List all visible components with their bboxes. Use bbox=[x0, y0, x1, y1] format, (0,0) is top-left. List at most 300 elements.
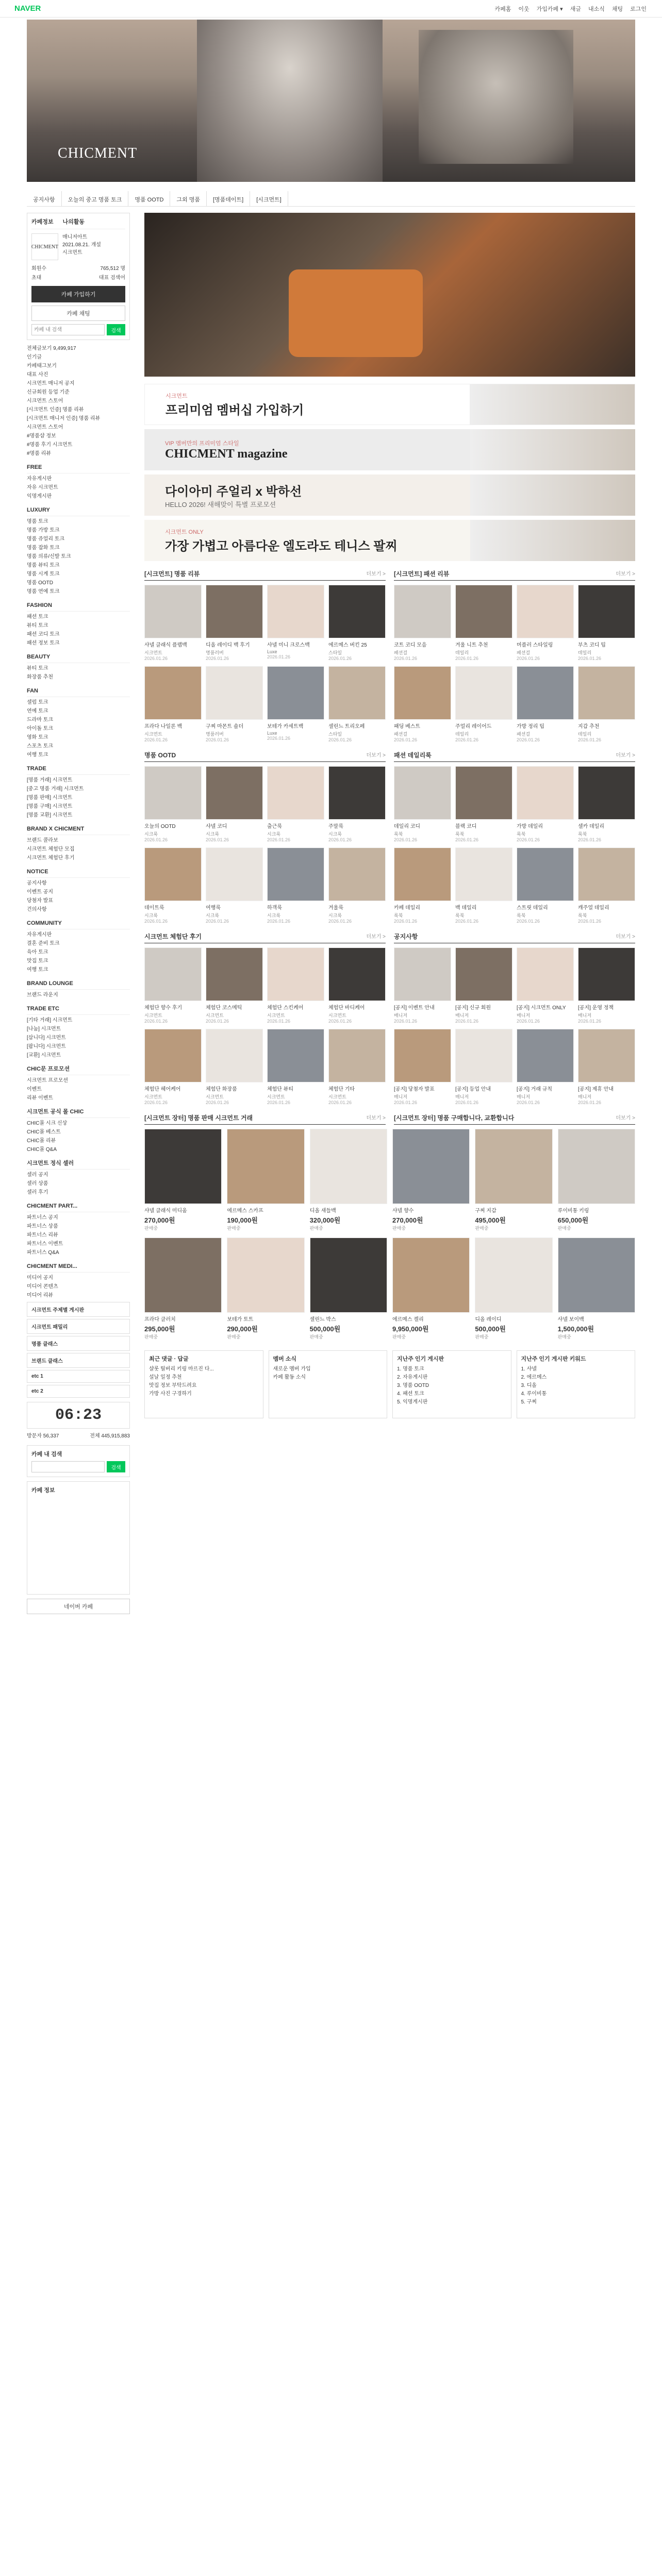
post-card[interactable] bbox=[267, 947, 324, 1024]
post-card[interactable] bbox=[517, 1029, 574, 1105]
post-card[interactable] bbox=[578, 1029, 635, 1105]
post-card[interactable] bbox=[578, 848, 635, 924]
category-item[interactable]: 리뷰 이벤트 bbox=[27, 1095, 54, 1101]
menu-tab[interactable]: [명품데이트] bbox=[207, 191, 250, 206]
post-title[interactable]: 체험단 향수 후기 bbox=[144, 1005, 183, 1011]
product-title[interactable]: 루이비통 키링 bbox=[557, 1208, 589, 1214]
side-menu-button[interactable]: 시크먼트 주제별 게시판 bbox=[27, 1302, 130, 1317]
post-card[interactable] bbox=[394, 766, 451, 842]
post-card[interactable] bbox=[267, 848, 324, 924]
post-card[interactable] bbox=[206, 666, 263, 742]
widget-line[interactable]: 4. 루이비통 bbox=[521, 1391, 547, 1397]
post-title[interactable]: [공지] 제휴 안내 bbox=[578, 1087, 614, 1092]
menu-tab[interactable]: 오늘의 중고 명품 토크 bbox=[62, 191, 129, 206]
widget-line[interactable]: 3. 명품 OOTD bbox=[397, 1383, 429, 1388]
ad-diame[interactable] bbox=[144, 474, 635, 516]
product-title[interactable]: 샤넬 보이백 bbox=[557, 1317, 584, 1323]
post-title[interactable]: [공지] 신규 회원 bbox=[455, 1005, 491, 1011]
category-item[interactable]: 육아 토크 bbox=[27, 950, 48, 955]
category-item[interactable]: [명품 교환] 시크먼트 bbox=[27, 812, 73, 818]
widget-line[interactable]: 1. 샤넬 bbox=[521, 1366, 537, 1372]
ad-bracelet[interactable] bbox=[144, 520, 635, 561]
top-nav-item[interactable]: 가입카페 ▾ bbox=[536, 6, 563, 12]
widget-box bbox=[392, 1350, 511, 1418]
category-item[interactable]: CHIC몰 시크 신상 bbox=[27, 1121, 68, 1126]
category-item[interactable]: 명품 쥬얼리 토크 bbox=[27, 536, 65, 542]
post-card[interactable] bbox=[328, 585, 386, 661]
category-item[interactable]: 미디어 리뷰 bbox=[27, 1293, 54, 1298]
category-item[interactable]: 스포츠 토크 bbox=[27, 743, 54, 749]
ad-magazine[interactable] bbox=[144, 429, 635, 470]
post-title[interactable]: 체험단 화장품 bbox=[206, 1087, 237, 1092]
section-title[interactable]: 시크먼트 체험단 후기 bbox=[144, 933, 202, 940]
category-item[interactable]: 드라마 토크 bbox=[27, 717, 54, 723]
post-card[interactable] bbox=[455, 1029, 512, 1105]
widget-line[interactable]: 가방 사진 구경하기 bbox=[149, 1391, 192, 1397]
post-title[interactable]: [공지] 등업 안내 bbox=[455, 1087, 491, 1092]
category-item[interactable]: 미디어 공지 bbox=[27, 1275, 54, 1281]
post-title[interactable]: 출근룩 bbox=[267, 824, 282, 829]
category-item[interactable]: 파트너스 상품 bbox=[27, 1224, 58, 1229]
post-card[interactable] bbox=[328, 766, 386, 842]
product-card[interactable] bbox=[227, 1129, 304, 1231]
category-item[interactable]: 명품 잡화 토크 bbox=[27, 545, 60, 551]
product-title[interactable]: 샤넬 클래식 미디움 bbox=[144, 1208, 187, 1214]
category-item[interactable]: 자유 시크먼트 bbox=[27, 485, 58, 490]
post-card[interactable] bbox=[578, 666, 635, 742]
post-title[interactable]: 카페 데일리 bbox=[394, 905, 421, 911]
category-item[interactable]: 명품 뷰티 토크 bbox=[27, 563, 60, 568]
product-card[interactable] bbox=[558, 1129, 635, 1231]
menu-tab[interactable]: 명품 OOTD bbox=[128, 191, 170, 206]
more-link[interactable]: 더보기 > bbox=[366, 934, 386, 940]
post-title[interactable]: 하객룩 bbox=[267, 905, 282, 911]
post-author: 시크룩 bbox=[267, 832, 281, 837]
category-item[interactable]: 시크먼트 체험단 모집 bbox=[27, 846, 75, 852]
post-title[interactable]: 디올 레이디 백 후기 bbox=[206, 642, 250, 648]
category-item[interactable]: #명품샵 정보 bbox=[27, 433, 56, 439]
post-card[interactable] bbox=[267, 1029, 324, 1105]
post-card[interactable] bbox=[267, 585, 324, 661]
category-item[interactable]: 셀러 공지 bbox=[27, 1172, 48, 1178]
more-link[interactable]: 더보기 > bbox=[366, 753, 386, 758]
section-title[interactable]: [시크먼트] 패션 리뷰 bbox=[394, 570, 450, 578]
widget-line[interactable]: 샬롯 틸버리 키링 마르진 다... bbox=[149, 1366, 214, 1372]
product-card[interactable] bbox=[144, 1238, 222, 1340]
category-item[interactable]: 명품 가방 토크 bbox=[27, 528, 60, 533]
product-card[interactable] bbox=[144, 1129, 222, 1231]
widget-line[interactable]: 2. 에르메스 bbox=[521, 1375, 547, 1380]
ad-title: 다이아미 주얼리 x 박하선 bbox=[165, 485, 302, 499]
category-item[interactable]: 화장품 추천 bbox=[27, 674, 54, 680]
post-card[interactable] bbox=[328, 947, 386, 1024]
post-card[interactable] bbox=[328, 1029, 386, 1105]
post-card[interactable] bbox=[578, 947, 635, 1024]
product-card[interactable] bbox=[392, 1129, 470, 1231]
category-item[interactable]: [교환] 시크먼트 bbox=[27, 1053, 61, 1058]
category-item[interactable]: 시크먼트 프로모션 bbox=[27, 1078, 69, 1083]
post-date: 2026.01.26 bbox=[517, 737, 540, 742]
post-card[interactable] bbox=[455, 947, 512, 1024]
post-card[interactable] bbox=[206, 848, 263, 924]
post-date: 2026.01.26 bbox=[517, 1019, 540, 1024]
category-item[interactable]: 파트너스 Q&A bbox=[27, 1250, 59, 1256]
category-item[interactable]: 셀러 후기 bbox=[27, 1190, 48, 1195]
post-date: 2026.01.26 bbox=[328, 1100, 352, 1105]
category-item[interactable]: CHIC몰 베스트 bbox=[27, 1129, 61, 1135]
post-title[interactable]: 샤넬 코디 bbox=[206, 824, 227, 829]
post-card[interactable] bbox=[206, 766, 263, 842]
post-card[interactable] bbox=[578, 585, 635, 661]
category-item[interactable]: [명품 구매] 시크먼트 bbox=[27, 804, 73, 809]
post-title[interactable]: 패딩 베스트 bbox=[394, 724, 421, 730]
category-item[interactable]: 자유게시판 bbox=[27, 932, 52, 938]
top-nav-item[interactable]: 이웃 bbox=[518, 6, 529, 12]
widget-line[interactable]: 카페 활동 소식 bbox=[273, 1375, 306, 1380]
post-card[interactable] bbox=[144, 848, 202, 924]
manager-name[interactable]: 매니저아트 bbox=[62, 234, 88, 240]
category-item[interactable]: 여행 토크 bbox=[27, 967, 48, 973]
product-card[interactable] bbox=[475, 1129, 552, 1231]
category-item[interactable]: 셀럽 토크 bbox=[27, 700, 48, 705]
post-thumbnail bbox=[328, 848, 386, 901]
post-date: 2026.01.26 bbox=[517, 919, 540, 924]
category-item[interactable]: 시크먼트 체험단 후기 bbox=[27, 855, 75, 861]
category-item[interactable]: [팝니다] 시크먼트 bbox=[27, 1044, 66, 1049]
more-link[interactable]: 더보기 > bbox=[366, 1115, 386, 1121]
post-title[interactable]: 프라다 나일론 백 bbox=[144, 724, 183, 730]
category-item[interactable]: 명품 시계 토크 bbox=[27, 571, 60, 577]
category-item[interactable]: #명품 후기 시크먼트 bbox=[27, 442, 73, 448]
post-title[interactable]: 체험단 뷰티 bbox=[267, 1087, 294, 1092]
post-card[interactable] bbox=[144, 585, 202, 661]
category-item[interactable]: 패션 토크 bbox=[27, 614, 48, 620]
post-title[interactable]: 체험단 바디케어 bbox=[328, 1005, 365, 1011]
category-item[interactable]: 파트너스 공지 bbox=[27, 1215, 58, 1221]
post-author: 룩북 bbox=[578, 832, 587, 837]
post-date: 2026.01.26 bbox=[455, 919, 479, 924]
category-item[interactable]: 익명게시판 bbox=[27, 494, 52, 499]
post-card[interactable] bbox=[517, 848, 574, 924]
post-card[interactable] bbox=[206, 585, 263, 661]
post-card[interactable] bbox=[517, 947, 574, 1024]
category-item[interactable]: #명품 리뷰 bbox=[27, 451, 51, 456]
category-heading: CHICMENT PART... bbox=[27, 1202, 130, 1212]
section-title[interactable]: 명품 OOTD bbox=[144, 752, 176, 759]
category-item[interactable]: 카페태그보기 bbox=[27, 363, 57, 369]
product-card[interactable] bbox=[310, 1129, 387, 1231]
category-item[interactable]: 이벤트 bbox=[27, 1087, 42, 1092]
post-card[interactable] bbox=[394, 848, 451, 924]
post-card[interactable] bbox=[517, 766, 574, 842]
side-menu-button[interactable]: 시크먼트 패밀리 bbox=[27, 1319, 130, 1334]
product-card[interactable] bbox=[558, 1238, 635, 1340]
post-thumbnail bbox=[206, 585, 263, 638]
category-item[interactable]: [중고 명품 거래] 시크먼트 bbox=[27, 786, 84, 792]
more-link[interactable]: 더보기 > bbox=[616, 753, 635, 758]
widget-line[interactable]: 설날 일정 추천 bbox=[149, 1375, 182, 1380]
product-price: 9,950,000원 bbox=[392, 1325, 429, 1333]
widget-line[interactable]: 새로운 멤버 가입 bbox=[273, 1366, 311, 1372]
naver-cafe-link[interactable]: 네이버 카페 bbox=[27, 1599, 130, 1614]
post-date: 2026.01.26 bbox=[144, 1019, 168, 1024]
post-card[interactable] bbox=[517, 666, 574, 742]
widget-line[interactable]: 맛집 정보 부탁드려요 bbox=[149, 1383, 197, 1388]
post-card[interactable] bbox=[144, 1029, 202, 1105]
product-card[interactable] bbox=[310, 1238, 387, 1340]
category-item[interactable]: 대표 사진 bbox=[27, 372, 48, 378]
ad-image bbox=[470, 520, 635, 561]
post-card[interactable] bbox=[455, 585, 512, 661]
product-title[interactable]: 샤넬 향수 bbox=[392, 1208, 414, 1214]
post-card[interactable] bbox=[394, 1029, 451, 1105]
category-item[interactable]: 명품 OOTD bbox=[27, 580, 53, 586]
section-title[interactable]: [시크먼트] 명품 리뷰 bbox=[144, 570, 200, 578]
post-card[interactable] bbox=[394, 947, 451, 1024]
post-card[interactable] bbox=[578, 766, 635, 842]
post-title[interactable]: 체험단 코스메틱 bbox=[206, 1005, 242, 1011]
post-title[interactable]: 주얼리 레이어드 bbox=[455, 724, 492, 730]
category-item[interactable]: 명품 의류/신발 토크 bbox=[27, 554, 71, 560]
post-date: 2026.01.26 bbox=[455, 1100, 479, 1105]
widget-line[interactable]: 2. 자유게시판 bbox=[397, 1375, 428, 1380]
more-link[interactable]: 더보기 > bbox=[366, 571, 386, 577]
ad-membership[interactable] bbox=[144, 384, 635, 425]
post-card[interactable] bbox=[206, 1029, 263, 1105]
post-card[interactable] bbox=[206, 947, 263, 1024]
post-title[interactable]: 캐주얼 데일리 bbox=[578, 905, 609, 911]
widget-box bbox=[144, 1350, 263, 1418]
tab-my-activity[interactable]: 나의활동 bbox=[62, 219, 85, 225]
widget-line[interactable]: 3. 디올 bbox=[521, 1383, 537, 1388]
menu-tab[interactable]: 공지사항 bbox=[27, 191, 62, 206]
product-title[interactable]: 프라다 클러치 bbox=[144, 1317, 176, 1323]
category-item[interactable]: CHIC몰 리뷰 bbox=[27, 1138, 56, 1144]
side-menu-button[interactable]: etc 2 bbox=[27, 1385, 130, 1398]
product-title[interactable]: 셀린느 박스 bbox=[309, 1317, 336, 1323]
category-item[interactable]: 브랜드 콜라보 bbox=[27, 838, 58, 843]
post-date: 2026.01.26 bbox=[394, 919, 418, 924]
category-item[interactable]: 시크먼트 매니저 공지 bbox=[27, 381, 75, 386]
category-item[interactable]: [기타 거래] 시크먼트 bbox=[27, 1018, 73, 1023]
post-title[interactable]: 샤넬 미니 크로스백 bbox=[267, 642, 310, 648]
category-item[interactable]: 당첨자 발표 bbox=[27, 898, 54, 904]
post-title[interactable]: 셀린느 트리오페 bbox=[328, 724, 365, 730]
post-card[interactable] bbox=[455, 666, 512, 742]
category-item[interactable]: 자유게시판 bbox=[27, 476, 52, 482]
post-date: 2026.01.26 bbox=[206, 1019, 229, 1024]
category-item[interactable]: 결혼 준비 토크 bbox=[27, 941, 60, 946]
post-title[interactable]: 보테가 카세트백 bbox=[267, 724, 304, 730]
post-title[interactable]: 블랙 코디 bbox=[455, 824, 477, 829]
post-title[interactable]: [공지] 당첨자 발표 bbox=[394, 1087, 435, 1092]
category-item[interactable]: 이벤트 공지 bbox=[27, 889, 54, 895]
top-nav-item[interactable]: 내소식 bbox=[588, 6, 605, 12]
post-card[interactable] bbox=[394, 666, 451, 742]
category-item[interactable]: 공지사항 bbox=[27, 880, 47, 886]
category-item[interactable]: 맛집 토크 bbox=[27, 958, 48, 964]
category-item[interactable]: 시크먼트 스토어 bbox=[27, 425, 63, 430]
widget-line[interactable]: 4. 패션 토크 bbox=[397, 1391, 424, 1397]
post-card[interactable] bbox=[328, 666, 386, 742]
post-date: 2026.01.26 bbox=[144, 656, 168, 661]
post-title[interactable]: 셀카 데일리 bbox=[578, 824, 605, 829]
menu-tab[interactable]: [시크먼트] bbox=[250, 191, 288, 206]
category-item[interactable]: [시크먼트 매니저 인증] 명품 리뷰 bbox=[27, 416, 101, 421]
post-title[interactable]: 체험단 기타 bbox=[328, 1087, 355, 1092]
category-item[interactable]: 패션 코디 토크 bbox=[27, 632, 60, 637]
widget-line[interactable]: 5. 구찌 bbox=[521, 1399, 537, 1405]
post-thumbnail bbox=[267, 1029, 324, 1082]
cafe-search-button[interactable]: 검색 bbox=[107, 324, 125, 335]
post-author: 매니저 bbox=[455, 1013, 469, 1018]
category-item[interactable]: 명품 토크 bbox=[27, 519, 48, 524]
post-card[interactable] bbox=[394, 585, 451, 661]
cafe-chat-button[interactable]: 카페 채팅 bbox=[31, 306, 125, 321]
ad-banner-hermes[interactable] bbox=[144, 213, 635, 377]
post-title[interactable]: 가방 정리 팁 bbox=[517, 724, 544, 730]
product-card[interactable] bbox=[227, 1238, 304, 1340]
category-item[interactable]: [명품 거래] 시크먼트 bbox=[27, 777, 73, 783]
side-menu-button[interactable]: 명품 클래스 bbox=[27, 1336, 130, 1351]
top-nav-item[interactable]: 로그인 bbox=[630, 6, 647, 12]
category-item[interactable]: 건의사항 bbox=[27, 907, 47, 912]
category-item[interactable]: [시크먼트 인증] 명품 리뷰 bbox=[27, 407, 84, 413]
post-thumbnail bbox=[267, 666, 324, 720]
post-title[interactable]: 데일리 코디 bbox=[394, 824, 421, 829]
post-title[interactable]: 백 데일리 bbox=[455, 905, 477, 911]
post-title[interactable]: [공지] 거래 규칙 bbox=[517, 1087, 553, 1092]
category-item[interactable]: 인기글 bbox=[27, 354, 42, 360]
category-item[interactable]: 브랜드 라운지 bbox=[27, 992, 58, 998]
more-link[interactable]: 더보기 > bbox=[616, 1115, 635, 1121]
menu-tab[interactable]: 그외 명품 bbox=[170, 191, 207, 206]
category-item[interactable]: [삽니다] 시크먼트 bbox=[27, 1035, 66, 1041]
widget-line[interactable]: 1. 명품 토크 bbox=[397, 1366, 424, 1372]
category-item[interactable]: 패션 정보 토크 bbox=[27, 640, 60, 646]
post-card[interactable] bbox=[455, 848, 512, 924]
top-nav-item[interactable]: 채팅 bbox=[611, 6, 623, 12]
post-author: 데일리 bbox=[578, 650, 592, 655]
post-title[interactable]: 스트릿 데일리 bbox=[517, 905, 548, 911]
post-title[interactable]: 머플러 스타일링 bbox=[517, 642, 553, 648]
product-title[interactable]: 에르메스 스카프 bbox=[227, 1208, 263, 1214]
post-card[interactable] bbox=[144, 666, 202, 742]
post-title[interactable]: 주말룩 bbox=[328, 824, 343, 829]
widget-line[interactable]: 5. 익명게시판 bbox=[397, 1399, 428, 1405]
category-item[interactable]: 여행 토크 bbox=[27, 752, 48, 758]
post-card[interactable] bbox=[328, 848, 386, 924]
post-author: 시크룩 bbox=[144, 913, 158, 918]
category-item[interactable]: 신규회원 등업 기준 bbox=[27, 389, 70, 395]
post-date: 2026.01.26 bbox=[455, 656, 479, 661]
naver-logo[interactable]: NAVER bbox=[14, 4, 41, 13]
post-title[interactable]: 데이트룩 bbox=[144, 905, 164, 911]
join-cafe-button[interactable]: 카페 가입하기 bbox=[31, 286, 125, 302]
post-card[interactable] bbox=[267, 666, 324, 742]
post-title[interactable]: 가방 데일리 bbox=[517, 824, 543, 829]
post-title[interactable]: 코트 코디 모음 bbox=[394, 642, 427, 648]
category-item[interactable]: 명품 연예 토크 bbox=[27, 589, 60, 595]
post-title[interactable]: 구찌 마몬트 숄더 bbox=[206, 724, 244, 730]
section-title[interactable]: 공지사항 bbox=[394, 933, 418, 940]
category-item[interactable]: 뷰티 토크 bbox=[27, 666, 48, 671]
category-item[interactable]: 뷰티 토크 bbox=[27, 623, 48, 629]
post-card[interactable] bbox=[144, 766, 202, 842]
cafe-logo: CHICMENT bbox=[31, 233, 58, 260]
category-item[interactable]: 파트너스 이벤트 bbox=[27, 1241, 63, 1247]
post-title[interactable]: 체험단 헤어케어 bbox=[144, 1087, 181, 1092]
section-title[interactable]: 패션 데일리룩 bbox=[394, 752, 432, 759]
more-link[interactable]: 더보기 > bbox=[616, 571, 635, 577]
category-item[interactable]: [명품 판매] 시크먼트 bbox=[27, 795, 73, 801]
product-title[interactable]: 보테가 토트 bbox=[227, 1317, 254, 1323]
category-item[interactable]: 전체글보기 9,499,917 bbox=[27, 346, 76, 351]
side-menu-button[interactable]: 브랜드 클래스 bbox=[27, 1353, 130, 1368]
post-title[interactable]: 체험단 스킨케어 bbox=[267, 1005, 304, 1011]
post-title[interactable]: 겨울 니트 추천 bbox=[455, 642, 488, 648]
product-title[interactable]: 구찌 지갑 bbox=[475, 1208, 496, 1214]
category-item[interactable]: 아이돌 토크 bbox=[27, 726, 54, 732]
post-title[interactable]: [공지] 이벤트 안내 bbox=[394, 1005, 435, 1011]
product-status: 판매중 bbox=[227, 1334, 241, 1340]
post-card[interactable] bbox=[267, 766, 324, 842]
tab-cafe-info[interactable]: 카페정보 bbox=[31, 219, 54, 225]
category-heading: FAN bbox=[27, 687, 130, 697]
post-date: 2026.01.26 bbox=[394, 656, 418, 661]
side-search-input[interactable] bbox=[31, 1461, 105, 1472]
post-title[interactable]: 겨울룩 bbox=[328, 905, 343, 911]
members-count[interactable]: 765,512 명 bbox=[100, 266, 125, 272]
post-title[interactable]: 부츠 코디 팁 bbox=[578, 642, 606, 648]
post-title[interactable]: 에르메스 버킨 25 bbox=[328, 642, 367, 648]
category-item[interactable]: 미디어 콘텐츠 bbox=[27, 1284, 58, 1290]
category-item[interactable]: 파트너스 리뷰 bbox=[27, 1232, 58, 1238]
post-author: 시크먼트 bbox=[267, 1094, 285, 1099]
category-item[interactable]: CHIC몰 Q&A bbox=[27, 1147, 57, 1153]
post-card[interactable] bbox=[517, 585, 574, 661]
product-title[interactable]: 디올 레이디 bbox=[475, 1317, 502, 1323]
cafe-search-input[interactable] bbox=[31, 324, 105, 335]
top-nav-item[interactable]: 카페홈 bbox=[494, 6, 511, 12]
top-nav-item[interactable]: 새글 bbox=[570, 6, 581, 12]
post-card[interactable] bbox=[144, 947, 202, 1024]
category-item[interactable]: 시크먼트 스토어 bbox=[27, 398, 63, 404]
section-title[interactable]: [시크먼트 장터] 명품 판매 시크먼트 거래 bbox=[144, 1114, 253, 1122]
post-title[interactable]: 샤넬 클래식 플랩백 bbox=[144, 642, 187, 648]
category-heading: CHIC문 프로모션 bbox=[27, 1065, 130, 1075]
post-title[interactable]: 지갑 추천 bbox=[578, 724, 600, 730]
post-title[interactable]: [공지] 시크먼트 ONLY bbox=[517, 1005, 566, 1011]
product-title[interactable]: 에르메스 켈리 bbox=[392, 1317, 424, 1323]
side-menu-button[interactable]: etc 1 bbox=[27, 1370, 130, 1383]
category-item[interactable]: 영화 토크 bbox=[27, 735, 48, 740]
section-title[interactable]: [시크먼트 장터] 명품 구매합니다, 교환합니다 bbox=[394, 1114, 515, 1122]
post-title[interactable]: [공지] 운영 정책 bbox=[578, 1005, 614, 1011]
product-card[interactable] bbox=[475, 1238, 552, 1340]
category-item[interactable]: 셀러 상품 bbox=[27, 1181, 48, 1187]
post-card[interactable] bbox=[455, 766, 512, 842]
invite-link[interactable]: 초대 bbox=[31, 275, 42, 281]
category-item[interactable]: [나눔] 시크먼트 bbox=[27, 1026, 61, 1032]
product-card[interactable] bbox=[392, 1238, 470, 1340]
post-title[interactable]: 오늘의 OOTD bbox=[144, 824, 176, 829]
post-title[interactable]: 여행룩 bbox=[206, 905, 221, 911]
category-item[interactable]: 연예 토크 bbox=[27, 708, 48, 714]
product-title[interactable]: 디올 새들백 bbox=[309, 1208, 336, 1214]
side-search-button[interactable]: 검색 bbox=[107, 1461, 125, 1472]
more-link[interactable]: 더보기 > bbox=[616, 934, 635, 940]
